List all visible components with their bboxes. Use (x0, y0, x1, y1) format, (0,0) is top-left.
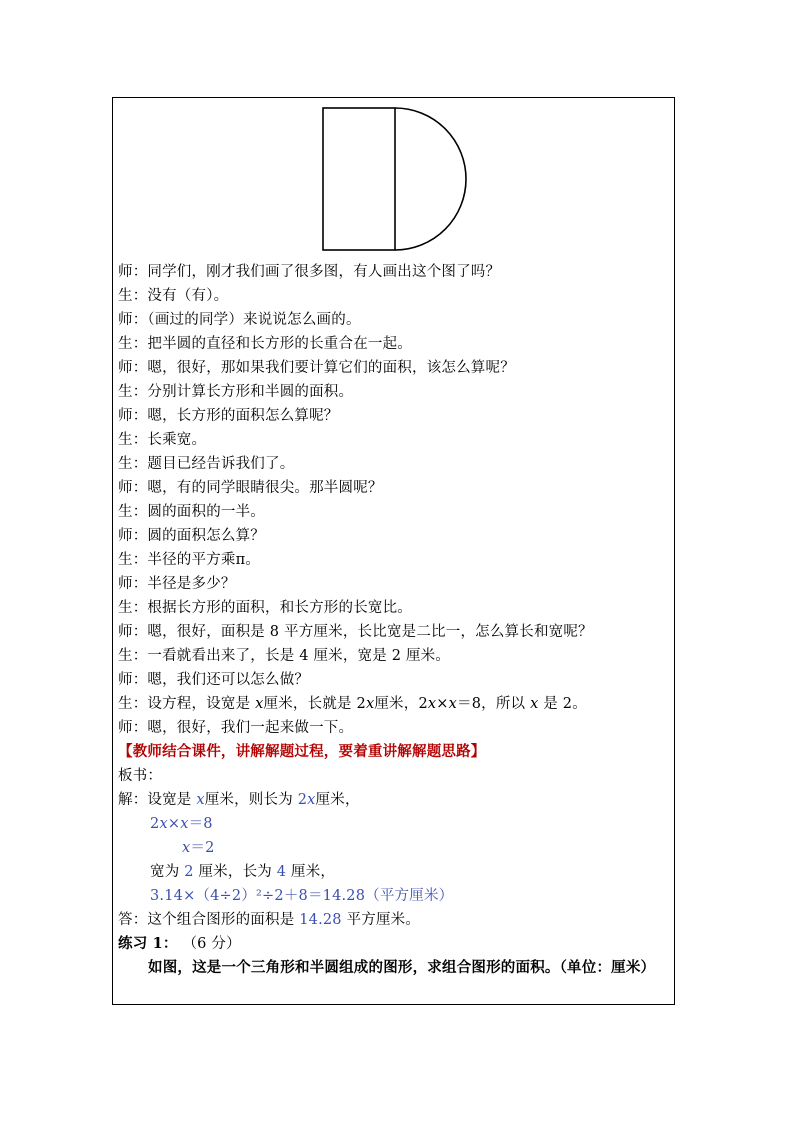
dialogue-line: 生：设方程，设宽是 x厘米，长就是 2x厘米，2x×x＝8，所以 x 是 2。 (118, 696, 587, 712)
answer-line: 答：这个组合图形的面积是 14.28 平方厘米。 (118, 912, 421, 928)
dialogue-line: 生：没有（有）。 (118, 288, 229, 304)
teacher-note: 【教师结合课件，讲解解题过程，要着重讲解解题思路】 (118, 743, 486, 760)
figure-semicircle (395, 108, 466, 250)
dialogue-line: 师：嗯，很好，面积是 8 平方厘米，长比宽是二比一，怎么算长和宽呢？ (118, 624, 593, 640)
exercise-score: （6 分） (182, 936, 241, 952)
dialogue-line: 师：嗯，长方形的面积怎么算呢？ (118, 408, 339, 424)
solution-line-5: 3.14×（4÷2）²÷2＋8＝14.28（平方厘米） (150, 888, 454, 904)
dialogue-line: 师：嗯，很好，我们一起来做一下。 (118, 720, 354, 736)
exercise-label: 练习 1： (118, 935, 178, 952)
dialogue-line: 生：长乘宽。 (118, 432, 207, 448)
exercise-text: 如图，这是一个三角形和半圆组成的图形，求组合图形的面积。（单位：厘米） (148, 959, 656, 976)
figure-rectangle (323, 108, 395, 250)
dialogue-line: 师：圆的面积怎么算？ (118, 528, 265, 544)
dialogue-line: 生：把半圆的直径和长方形的长重合在一起。 (118, 336, 412, 352)
dialogue-line: 生：根据长方形的面积，和长方形的长宽比。 (118, 600, 412, 616)
dialogue-line: 生：半径的平方乘π。 (118, 552, 261, 568)
dialogue-line: 师：嗯，我们还可以怎么做？ (118, 672, 310, 688)
solution-line-2: 2x×x＝8 (150, 816, 213, 832)
dialogue-line: 生：分别计算长方形和半圆的面积。 (118, 384, 354, 400)
dialogue-line: 师：半径是多少？ (118, 576, 236, 592)
dialogue-line: 师：嗯，很好，那如果我们要计算它们的面积，该怎么算呢？ (118, 360, 515, 376)
solution-line-1: 解：设宽是 x厘米，则长为 2x厘米， (118, 792, 360, 808)
dialogue-line: 生：圆的面积的一半。 (118, 504, 265, 520)
rectangle-semicircle-figure (322, 107, 467, 253)
dialogue-line: 师：同学们，刚才我们画了很多图，有人画出这个图了吗？ (118, 264, 501, 280)
dialogue-line: 师：嗯，有的同学眼睛很尖。那半圆呢？ (118, 480, 383, 496)
board-title: 板书： (118, 768, 163, 784)
solution-line-4: 宽为 2 厘米，长为 4 厘米， (150, 864, 336, 880)
dialogue-line: 生：题目已经告诉我们了。 (118, 456, 295, 472)
dialogue-line: 师：（画过的同学）来说说怎么画的。 (118, 312, 361, 328)
dialogue-line: 生：一看就看出来了，长是 4 厘米，宽是 2 厘米。 (118, 648, 451, 664)
exercise-header (118, 932, 241, 956)
solution-line-3: x＝2 (182, 840, 215, 856)
